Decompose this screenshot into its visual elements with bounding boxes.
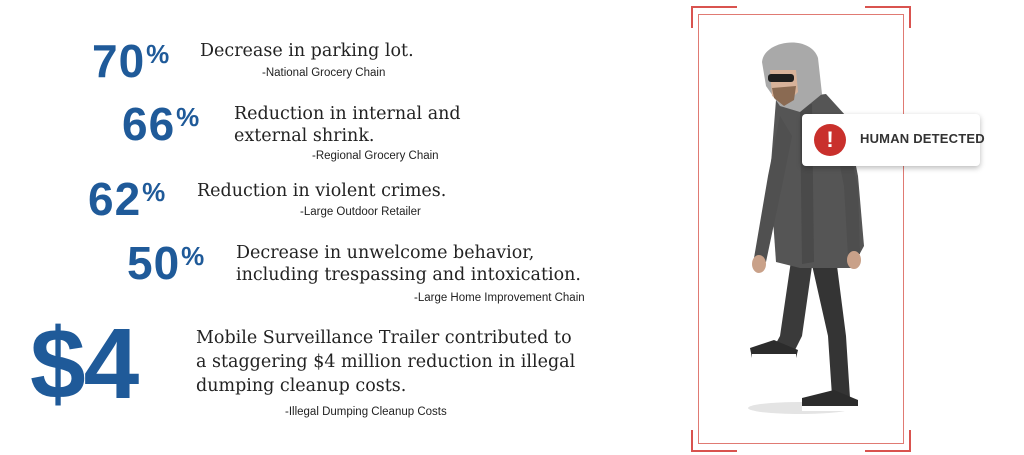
description-line: a staggering $4 million reduction in illegal — [196, 352, 576, 372]
description-line: Decrease in unwelcome behavior, — [236, 243, 535, 263]
stat-description — [236, 242, 581, 286]
stat-number — [88, 173, 167, 225]
stat-source: -Large Outdoor Retailer — [300, 206, 421, 218]
percent-symbol: % — [176, 102, 201, 132]
stat-value: 62 — [88, 173, 142, 225]
description-line: dumping cleanup costs. — [196, 376, 407, 396]
percent-symbol: % — [142, 177, 167, 207]
alert-icon — [814, 124, 846, 156]
stat-source: -Large Home Improvement Chain — [414, 292, 585, 304]
stat-description — [197, 180, 446, 202]
description-line: external shrink. — [234, 126, 375, 146]
stat-number — [127, 237, 206, 289]
description-line: including trespassing and intoxication. — [236, 265, 581, 285]
stat-value: 70 — [92, 35, 146, 87]
description-line: Reduction in internal and — [234, 104, 461, 124]
stat-value: 66 — [122, 98, 176, 150]
stat-number — [122, 98, 201, 150]
stat-source: -Regional Grocery Chain — [312, 150, 439, 162]
description-line: Reduction in violent crimes. — [197, 181, 447, 201]
stat-number — [92, 35, 171, 87]
stat-value: 50 — [127, 237, 181, 289]
percent-symbol: % — [146, 39, 171, 69]
stat-source: -National Grocery Chain — [262, 67, 386, 79]
human-detected-badge — [802, 114, 985, 166]
percent-symbol: % — [181, 241, 206, 271]
highlight-source: -Illegal Dumping Cleanup Costs — [285, 406, 447, 418]
description-line: Decrease in parking lot. — [200, 41, 414, 61]
stat-description — [234, 103, 461, 147]
alert-glyph: ! — [826, 127, 834, 152]
description-line: Mobile Surveillance Trailer contributed to — [196, 328, 572, 348]
human-detected-label: HUMAN DETECTED — [860, 131, 985, 146]
person-image — [740, 36, 870, 421]
stat-description — [200, 40, 414, 62]
highlight-value: $4 — [30, 308, 138, 420]
highlight-description — [196, 326, 575, 398]
